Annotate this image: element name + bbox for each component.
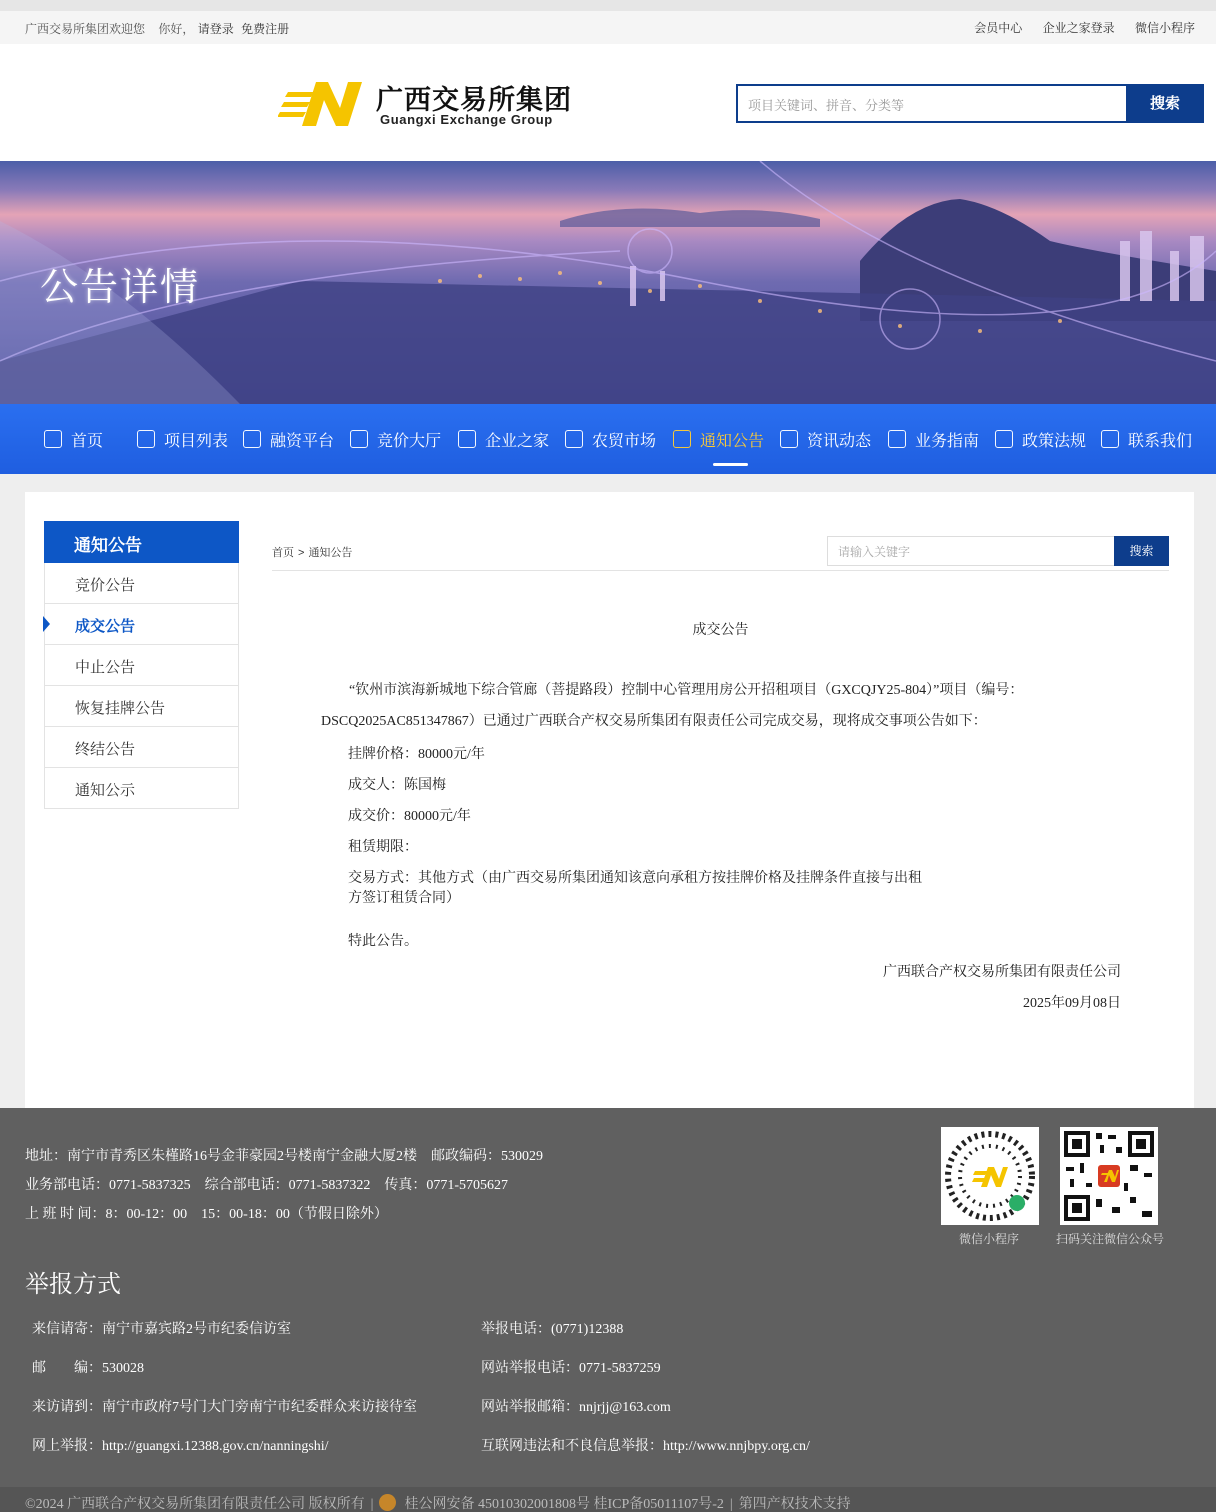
header-search-button[interactable]: 搜索 [1126,84,1204,123]
notice-icon [673,430,691,448]
gavel-icon [350,430,368,448]
top-strip [0,0,1216,11]
signature-date: 2025年09月08日 [1023,996,1121,1011]
header-search-input[interactable]: 项目关键词、拼音、分类等 [736,84,1128,123]
footer-address: 地址：南宁市青秀区朱槿路16号金菲豪园2号楼南宁金融大厦2楼 [25,1149,417,1164]
mini-program-qr-caption: 微信小程序 [959,1232,1020,1246]
report-phone: 举报电话：(0771)12388 [481,1322,624,1337]
wechat-qr [1060,1127,1158,1225]
sidebar-item-auction-notice[interactable]: 竞价公告 [44,563,239,604]
nav-item-label: 资讯动态 [807,432,872,450]
nav-item-projects[interactable] [137,424,228,454]
report-visit: 来访请到：南宁市政府7号门大门旁南宁市纪委群众来访接待室 [32,1400,417,1415]
nav-item-enterprise-home[interactable] [458,424,549,454]
active-arrow-icon [43,616,50,632]
home-icon [44,430,62,448]
hello-text: 你好， [158,22,195,36]
nav-item-home[interactable] [44,424,103,454]
breadcrumb-home[interactable]: 首页 [272,547,294,559]
deal-price: 成交价：80000元/年 [348,809,471,824]
site-header [0,44,1216,161]
listing-price: 挂牌价格：80000元/年 [348,747,485,762]
content-divider [272,570,1169,571]
main-content [25,492,1194,1108]
copyright-bar [0,1487,1216,1512]
nav-item-notices[interactable] [673,424,764,454]
nav-item-policies[interactable] [995,424,1086,454]
book-icon [995,430,1013,448]
login-link[interactable]: 请登录 [197,22,234,36]
banner-title: 公告详情 [40,267,201,309]
mini-program-qr [941,1127,1039,1225]
page-banner [0,161,1216,404]
nav-item-auction-hall[interactable] [350,424,441,454]
report-online-link[interactable]: 网上举报：http://guangxi.12388.gov.cn/nanningshi/ [32,1439,329,1454]
nav-active-underline [713,463,748,466]
footer-general-phone: 综合部电话：0771-5837322 [204,1178,371,1193]
nav-item-guide[interactable] [888,424,979,454]
copy-icon [458,430,476,448]
sidebar [44,521,239,809]
sidebar-item-suspension-notice[interactable]: 中止公告 [44,645,239,686]
footer-biz-phone: 业务部电话：0771-5837325 [25,1178,191,1193]
chat-icon [1101,430,1119,448]
enterprise-login-link[interactable]: 企业之家登录 [1042,21,1115,35]
divider: | [370,1497,374,1512]
content-search-input[interactable]: 请输入关键字 [827,536,1115,566]
breadcrumb [272,544,352,560]
article-title: 成交公告 [692,621,749,637]
police-badge-icon [379,1494,396,1511]
nav-item-news[interactable] [780,424,871,454]
report-zip: 邮 编：530028 [32,1361,144,1376]
footer-hours: 上 班 时 间：8：00-12：00 15：00-18：00（节假日除外） [25,1207,388,1222]
copyright-text: ©2024 广西联合产权交易所集团有限责任公司 版权所有 [25,1497,365,1512]
report-email[interactable]: 网站举报邮箱：nnjrjj@163.com [481,1400,671,1415]
trade-method: 交易方式：其他方式（由广西交易所集团通知该意向承租方按挂牌价格及挂牌条件直接与出租方签订租赁合同） [348,871,922,906]
wechat-qr-caption: 扫码关注微信公众号 [1056,1232,1165,1246]
nav-item-label: 企业之家 [485,432,550,450]
police-record[interactable]: 桂公网安备 45010302001808号 桂ICP备05011107号-2 [404,1497,724,1512]
logo-chinese-name: 广西交易所集团 [376,85,572,115]
building-icon [243,430,261,448]
logo-mark-icon [278,78,364,130]
sidebar-item-label: 成交公告 [75,618,136,635]
list-icon [137,430,155,448]
tech-support: 第四产权技术支持 [738,1497,851,1512]
nav-item-label: 通知公告 [700,432,765,450]
buyer: 成交人：陈国梅 [348,778,446,793]
news-icon [780,430,798,448]
nav-item-label: 融资平台 [270,432,335,450]
content-search [827,536,1169,566]
divider: | [729,1497,733,1512]
nav-item-label: 农贸市场 [592,432,657,450]
article-paragraph: “钦州市滨海新城地下综合管廊（菩提路段）控制中心管理用房公开招租项目（GXCQJY25-804）”项目（编号：DSCQ2025AC851347867）已通过广西联合产权交易所集团有限责任公司完成交易，现将成交事项公告如下： [321,683,1024,729]
footer-postcode: 邮政编码：530029 [431,1149,543,1164]
footer-info [25,1142,557,1229]
guide-icon [888,430,906,448]
site-footer [0,1108,1216,1512]
report-title: 举报方式 [25,1271,121,1298]
signature: 广西联合产权交易所集团有限责任公司 [883,965,1121,980]
leaf-icon [565,430,583,448]
nav-item-contact[interactable] [1101,424,1192,454]
mini-program-link[interactable]: 微信小程序 [1134,21,1195,35]
sidebar-title: 通知公告 [44,521,239,563]
register-link[interactable]: 免费注册 [241,22,290,36]
mini-program-qr-icon [941,1127,1039,1225]
welcome-text: 广西交易所集团欢迎您 [25,22,146,36]
top-bar [0,11,1216,44]
lease-term: 租赁期限： [348,840,418,855]
nav-item-label: 首页 [71,432,104,450]
header-search [736,84,1204,123]
content-search-button[interactable]: 搜索 [1114,536,1169,566]
member-center-link[interactable]: 会员中心 [974,21,1023,35]
nav-item-label: 项目列表 [164,432,229,450]
report-internet-link[interactable]: 互联网违法和不良信息举报：http://www.nnjbpy.org.cn/ [481,1439,810,1454]
site-logo[interactable] [278,78,588,130]
sidebar-item-termination-notice[interactable]: 终结公告 [44,727,239,768]
sidebar-item-public-notice[interactable]: 通知公示 [44,768,239,809]
nav-item-label: 业务指南 [915,432,980,450]
report-site-phone: 网站举报电话：0771-5837259 [481,1361,661,1376]
wechat-qr-icon [1060,1127,1158,1225]
footer-fax: 传真：0771-5705627 [384,1178,509,1193]
sidebar-item-resume-notice[interactable]: 恢复挂牌公告 [44,686,239,727]
nav-item-label: 政策法规 [1022,432,1087,450]
breadcrumb-separator: > [298,547,305,559]
nav-item-farm-market[interactable] [565,424,656,454]
nav-item-label: 联系我们 [1128,432,1193,450]
report-mail: 来信请寄：南宁市嘉宾路2号市纪委信访室 [32,1322,291,1337]
nav-item-financing[interactable] [243,424,334,454]
main-nav [0,404,1216,474]
nav-item-label: 竞价大厅 [377,432,442,450]
closing-text: 特此公告。 [348,934,418,949]
sidebar-item-deal-notice[interactable] [44,604,239,645]
logo-english-name: Guangxi Exchange Group [380,112,553,127]
breadcrumb-current[interactable]: 通知公告 [308,547,353,559]
